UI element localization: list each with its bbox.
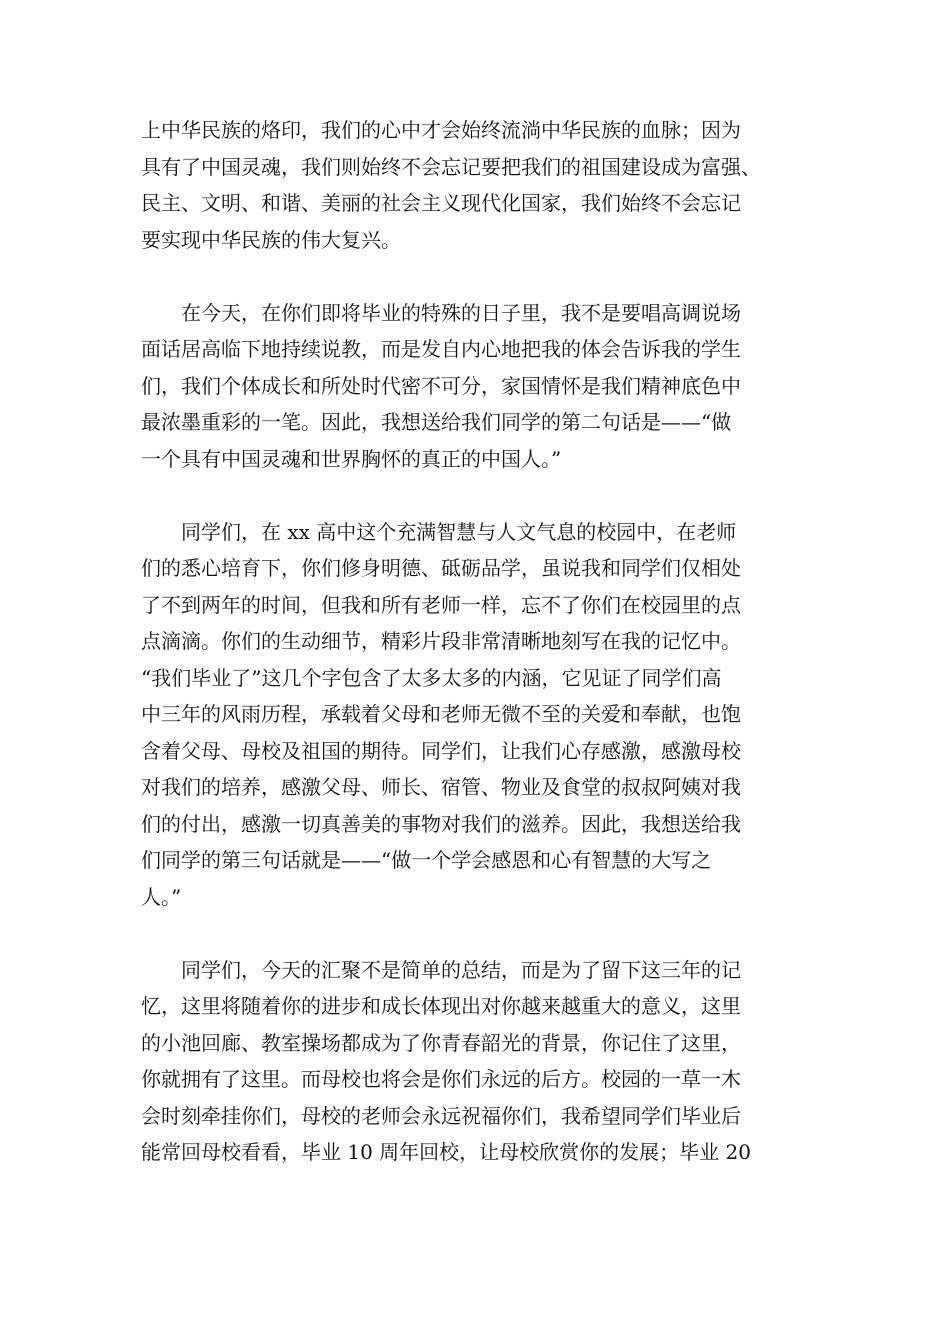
text-line: 具有了中国灵魂，我们则始终不会忘记要把我们的祖国建设成为富强、 (141, 154, 761, 179)
text-line: 面话居高临下地持续说教，而是发自内心地把我的体会告诉我的学生 (141, 337, 741, 361)
document-body (141, 112, 821, 1171)
text-line: 会时刻牵挂你们，母校的老师会永远祝福你们，我希望同学们毕业后 (141, 1103, 741, 1128)
text-line: 忆，这里将随着你的进步和成长体现出对你越来越重大的意义，这里 (141, 994, 741, 1018)
text-line: 含着父母、母校及祖国的期待。同学们，让我们心存感激，感激母校 (141, 738, 741, 763)
text-line: 要实现中华民族的伟大复兴。 (141, 227, 401, 252)
text-line: 们同学的第三句话就是——“做一个学会感恩和心有智慧的大写之 (141, 848, 712, 872)
text-line: 人。” (141, 884, 182, 909)
text-line: “我们毕业了”这几个字包含了太多太多的内涵，它见证了同学们高 (141, 665, 722, 690)
text-line: 们的悉心培育下，你们修身明德、砥砺品学，虽说我和同学们仅相处 (141, 556, 741, 580)
text-line: 能常回母校看看，毕业 10 周年回校，让母校欣赏你的发展；毕业 20 (141, 1140, 751, 1164)
text-line: 上中华民族的烙印，我们的心中才会始终流淌中华民族的血脉；因为 (141, 118, 741, 142)
text-line: 点滴滴。你们的生动细节，精彩片段非常清晰地刻写在我的记忆中。 (141, 629, 741, 653)
paragraph-2 (141, 295, 821, 478)
paragraph-1 (141, 112, 821, 258)
text-line: 了不到两年的时间，但我和所有老师一样，忘不了你们在校园里的点 (141, 592, 741, 617)
paragraph-3 (141, 514, 821, 916)
text-line: 民主、文明、和谐、美丽的社会主义现代化国家，我们始终不会忘记 (141, 191, 741, 215)
text-line: 中三年的风雨历程，承载着父母和老师无微不至的关爱和奉献，也饱 (141, 702, 741, 726)
text-line: 们的付出，感激一切真善美的事物对我们的滋养。因此，我想送给我 (141, 811, 741, 836)
paragraph-4 (141, 952, 821, 1171)
text-line: 最浓墨重彩的一笔。因此，我想送给我们同学的第二句话是——“做 (141, 410, 732, 434)
text-line: 同学们，今天的汇聚不是简单的总结，而是为了留下这三年的记 (141, 957, 741, 982)
text-line: 对我们的培养，感激父母、师长、宿管、物业及食堂的叔叔阿姨对我 (141, 775, 741, 799)
text-line: 一个具有中国灵魂和世界胸怀的真正的中国人。” (141, 446, 562, 471)
text-line: 的小池回廊、教室操场都成为了你青春韶光的背景，你记住了这里， (141, 1030, 741, 1055)
text-line: 你就拥有了这里。而母校也将会是你们永远的后方。校园的一草一木 (141, 1067, 741, 1091)
text-line: 们，我们个体成长和所处时代密不可分，家国情怀是我们精神底色中 (141, 373, 741, 398)
text-line: 在今天，在你们即将毕业的特殊的日子里，我不是要唱高调说场 (141, 300, 741, 325)
text-line: 同学们，在 xx 高中这个充满智慧与人文气息的校园中，在老师 (141, 519, 737, 544)
